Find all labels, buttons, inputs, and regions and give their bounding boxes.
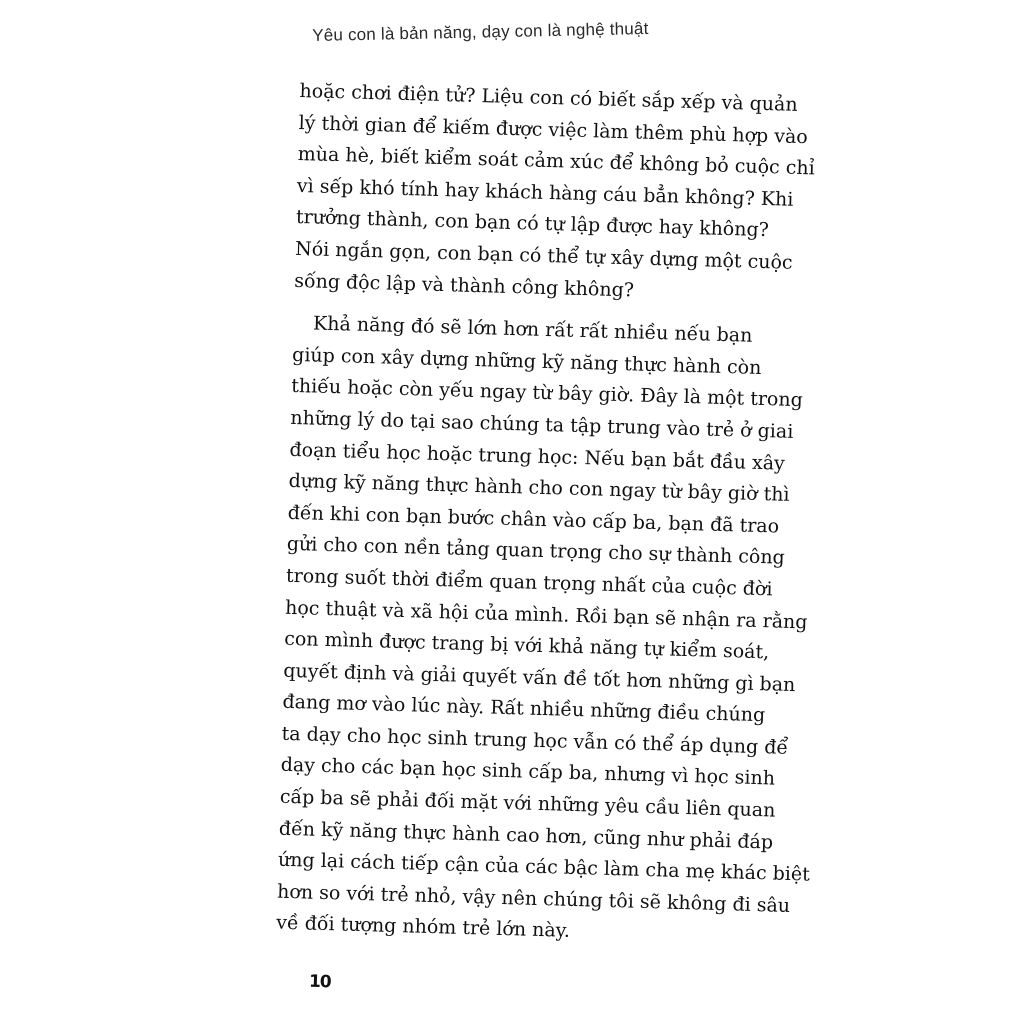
text-line: hoặc chơi điện tử? Liệu con có biết sắp xếp và quản <box>299 79 798 116</box>
text-line: giúp con xây dựng những kỹ năng thực hành còn <box>291 343 762 379</box>
text-line: những lý do tại sao chúng ta tập trung vào trẻ ở giai <box>290 406 794 443</box>
text-line: mùa hè, biết kiểm soát cảm xúc để không bỏ cuộc chỉ <box>297 143 816 180</box>
text-line: dựng kỹ năng thực hành cho con ngay từ bây giờ thì <box>288 469 790 506</box>
text-line: về đối tượng nhóm trẻ lớn này. <box>276 912 571 943</box>
text-line: con mình được trang bị với khả năng tự kiểm soát, <box>283 627 770 664</box>
paragraph-2 <box>276 308 811 953</box>
text-line: Khả năng đó sẽ lớn hơn rất rất nhiều nếu bạn <box>312 312 753 347</box>
text-line: đến kỹ năng thực hành cao hơn, cũng như phải đáp <box>278 817 774 854</box>
page-number: 10 <box>308 971 332 993</box>
text-line: đang mơ vào lúc này. Rất nhiều những điều chúng <box>282 691 766 727</box>
text-line: Nói ngắn gọn, con bạn có thể tự xây dựng một cuộc <box>294 237 793 274</box>
text-line: dạy cho các bạn học sinh cấp ba, nhưng vì học sinh <box>280 754 776 791</box>
text-line: đến khi con bạn bước chân vào cấp ba, bạn đã trao <box>287 501 780 538</box>
text-line: quyết định và giải quyết vấn đề tốt hơn những gì bạn <box>283 659 796 696</box>
text-line: thiếu hoặc còn yếu ngay từ bây giờ. Đây là một trong <box>291 375 804 412</box>
text-line: đoạn tiểu học hoặc trung học: Nếu bạn bắt đầu xây <box>289 438 786 475</box>
body-text <box>276 76 816 953</box>
text-line: ứng lại cách tiếp cận của các bậc làm cha mẹ khác biệt <box>277 848 811 886</box>
text-line: hơn so với trẻ nhỏ, vậy nên chúng tôi sẽ không đi sâu <box>276 880 791 917</box>
text-line: trong suốt thời điểm quan trọng nhất của cuộc đời <box>285 564 773 601</box>
text-line: học thuật và xã hội của mình. Rồi bạn sẽ nhận ra rằng <box>284 596 808 633</box>
paragraph-1 <box>293 76 816 310</box>
text-line: gửi cho con nền tảng quan trọng cho sự thành công <box>286 533 786 570</box>
text-line: sống độc lập và thành công không? <box>293 269 635 301</box>
text-line: lý thời gian để kiếm được việc làm thêm phù hợp vào <box>298 111 809 148</box>
running-header: Yêu con là bản năng, dạy con là nghệ thuật <box>312 18 649 45</box>
text-line: vì sếp khó tính hay khách hàng cáu bẳn không? Khi <box>296 174 794 211</box>
text-line: ta dạy cho học sinh trung học vẫn có thể áp dụng để <box>281 722 789 759</box>
text-line: trưởng thành, con bạn có tự lập được hay không? <box>295 206 770 242</box>
text-line: cấp ba sẽ phải đối mặt với những yêu cầu liên quan <box>279 785 776 822</box>
